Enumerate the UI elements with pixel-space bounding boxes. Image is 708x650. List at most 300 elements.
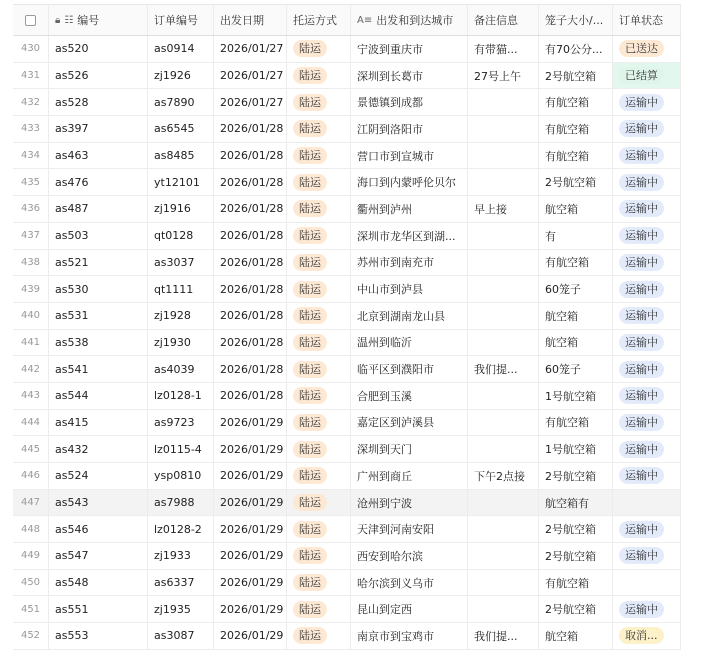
- table-row[interactable]: [13, 169, 681, 196]
- cell-method[interactable]: [287, 36, 351, 62]
- cell-order-no[interactable]: [148, 196, 214, 222]
- row-index[interactable]: [13, 570, 49, 596]
- cell-order-no[interactable]: [148, 143, 214, 169]
- cell-method[interactable]: [287, 116, 351, 142]
- cell-cage[interactable]: [539, 63, 613, 89]
- cell-date-text: 2026/01/28: [220, 309, 284, 323]
- cell-cage[interactable]: [539, 169, 613, 195]
- cell-date[interactable]: [214, 169, 287, 195]
- table-row[interactable]: [13, 276, 681, 303]
- table-row[interactable]: [13, 543, 681, 570]
- cell-date-text: 2026/01/28: [220, 175, 284, 189]
- cell-date[interactable]: [214, 383, 287, 409]
- cell-route[interactable]: [351, 116, 468, 142]
- row-index[interactable]: [13, 63, 49, 89]
- cell-note[interactable]: [468, 276, 539, 302]
- cell-route[interactable]: [351, 410, 468, 436]
- cell-status[interactable]: [613, 516, 681, 542]
- cell-route[interactable]: [351, 436, 468, 462]
- cell-id[interactable]: [49, 543, 148, 569]
- table-row[interactable]: [13, 143, 681, 170]
- table-row[interactable]: [13, 383, 681, 410]
- table-row[interactable]: [13, 303, 681, 330]
- cell-note[interactable]: [468, 303, 539, 329]
- cell-note[interactable]: [468, 116, 539, 142]
- cell-route[interactable]: [351, 516, 468, 542]
- cell-method[interactable]: [287, 356, 351, 382]
- row-index[interactable]: [13, 490, 49, 516]
- cell-method[interactable]: [287, 410, 351, 436]
- cell-cage[interactable]: [539, 516, 613, 542]
- table-header: [13, 4, 681, 36]
- cell-id[interactable]: [49, 330, 148, 356]
- cell-note[interactable]: [468, 383, 539, 409]
- cell-method[interactable]: [287, 463, 351, 489]
- cell-date[interactable]: [214, 543, 287, 569]
- table-row[interactable]: [13, 330, 681, 357]
- cell-date-text: 2026/01/28: [220, 255, 284, 269]
- cell-cage[interactable]: [539, 276, 613, 302]
- cell-route[interactable]: [351, 250, 468, 276]
- cell-order-no[interactable]: [148, 116, 214, 142]
- cell-note[interactable]: [468, 356, 539, 382]
- cell-order-no[interactable]: [148, 543, 214, 569]
- method-tag: 陆运: [293, 494, 327, 511]
- cell-route[interactable]: [351, 196, 468, 222]
- cell-cage-text: 2号航空箱: [545, 69, 596, 83]
- row-index-text: 435: [20, 176, 41, 188]
- cell-date[interactable]: [214, 596, 287, 622]
- cell-order-no[interactable]: [148, 436, 214, 462]
- cell-status[interactable]: [613, 543, 681, 569]
- cell-method[interactable]: [287, 436, 351, 462]
- cell-id-text: as432: [55, 442, 89, 456]
- cell-note[interactable]: [468, 89, 539, 115]
- cell-order-no[interactable]: [148, 169, 214, 195]
- cell-route[interactable]: [351, 276, 468, 302]
- cell-date[interactable]: [214, 490, 287, 516]
- cell-id-text: as528: [55, 95, 89, 109]
- cell-date[interactable]: [214, 143, 287, 169]
- cell-order-no[interactable]: [148, 89, 214, 115]
- cell-method[interactable]: [287, 516, 351, 542]
- cell-cage[interactable]: [539, 89, 613, 115]
- cell-cage-text: 航空箱: [545, 202, 578, 216]
- cell-order-no[interactable]: [148, 623, 214, 649]
- cell-id[interactable]: [49, 223, 148, 249]
- table-row[interactable]: [13, 516, 681, 543]
- lock-icon: 🔒︎: [55, 14, 61, 26]
- cell-note[interactable]: [468, 410, 539, 436]
- row-index[interactable]: [13, 543, 49, 569]
- row-index[interactable]: [13, 276, 49, 302]
- cell-id[interactable]: [49, 89, 148, 115]
- row-index[interactable]: [13, 463, 49, 489]
- cell-status[interactable]: [613, 89, 681, 115]
- row-index[interactable]: [13, 36, 49, 62]
- table-row[interactable]: [13, 250, 681, 277]
- cell-status[interactable]: [613, 623, 681, 649]
- header-route-label: 出发和到达城市: [376, 14, 454, 27]
- cell-method[interactable]: [287, 250, 351, 276]
- cell-method[interactable]: [287, 383, 351, 409]
- cell-date[interactable]: [214, 36, 287, 62]
- cell-cage-text: 60笼子: [545, 363, 581, 377]
- cell-id[interactable]: [49, 303, 148, 329]
- cell-order-no[interactable]: [148, 463, 214, 489]
- cell-date-text: 2026/01/29: [220, 602, 284, 616]
- cell-cage-text: 航空箱有: [545, 496, 589, 510]
- cell-id[interactable]: [49, 436, 148, 462]
- table-row[interactable]: [13, 116, 681, 143]
- cell-route[interactable]: [351, 596, 468, 622]
- cell-date[interactable]: [214, 623, 287, 649]
- cell-note[interactable]: [468, 36, 539, 62]
- table-row[interactable]: [13, 196, 681, 223]
- cell-route[interactable]: [351, 383, 468, 409]
- cell-id[interactable]: [49, 570, 148, 596]
- cell-note[interactable]: [468, 143, 539, 169]
- text-type-icon: A≡: [357, 14, 373, 26]
- cell-route[interactable]: [351, 543, 468, 569]
- cell-route-text: 景德镇到成都: [357, 96, 423, 110]
- cell-order-no[interactable]: [148, 303, 214, 329]
- row-index[interactable]: [13, 516, 49, 542]
- cell-order-no[interactable]: [148, 276, 214, 302]
- row-index[interactable]: [13, 223, 49, 249]
- cell-status[interactable]: [613, 276, 681, 302]
- cell-method[interactable]: [287, 276, 351, 302]
- header-cage[interactable]: [539, 5, 613, 35]
- row-index[interactable]: [13, 303, 49, 329]
- cell-status[interactable]: [613, 490, 681, 516]
- method-tag: 陆运: [293, 120, 327, 137]
- cell-id[interactable]: [49, 463, 148, 489]
- cell-status[interactable]: [613, 250, 681, 276]
- cell-route-text: 海口到内蒙呼伦贝尔: [357, 176, 456, 190]
- cell-status[interactable]: [613, 330, 681, 356]
- cell-cage-text: 2号航空箱: [545, 523, 596, 537]
- cell-cage[interactable]: [539, 116, 613, 142]
- cell-cage-text: 有70公分...: [545, 42, 603, 56]
- cell-id-text: as526: [55, 69, 89, 83]
- cell-date[interactable]: [214, 63, 287, 89]
- method-tag: 陆运: [293, 40, 327, 57]
- header-date[interactable]: [214, 5, 287, 35]
- cell-id[interactable]: [49, 36, 148, 62]
- cell-cage[interactable]: [539, 410, 613, 436]
- cell-cage[interactable]: [539, 463, 613, 489]
- cell-id[interactable]: [49, 250, 148, 276]
- header-note[interactable]: [468, 5, 539, 35]
- cell-id[interactable]: [49, 623, 148, 649]
- cell-status[interactable]: [613, 383, 681, 409]
- cell-status[interactable]: [613, 169, 681, 195]
- cell-cage-text: 1号航空箱: [545, 443, 596, 457]
- cell-note[interactable]: [468, 570, 539, 596]
- row-index[interactable]: [13, 89, 49, 115]
- row-index[interactable]: [13, 356, 49, 382]
- table-row[interactable]: [13, 63, 681, 90]
- table-row[interactable]: [13, 490, 681, 517]
- status-badge: 已送达: [619, 40, 664, 57]
- cell-cage[interactable]: [539, 383, 613, 409]
- table-row[interactable]: [13, 623, 681, 650]
- method-tag: 陆运: [293, 94, 327, 111]
- row-index-text: 436: [20, 203, 41, 215]
- method-tag: 陆运: [293, 174, 327, 191]
- cell-order-no[interactable]: [148, 223, 214, 249]
- row-index-text: 434: [20, 150, 41, 162]
- cell-date[interactable]: [214, 116, 287, 142]
- cell-route[interactable]: [351, 143, 468, 169]
- row-index-text: 431: [20, 70, 41, 82]
- row-index-text: 441: [20, 336, 41, 348]
- cell-order-no[interactable]: [148, 63, 214, 89]
- cell-id-text: as521: [55, 255, 89, 269]
- cell-date[interactable]: [214, 89, 287, 115]
- row-index-text: 448: [20, 523, 41, 535]
- cell-note[interactable]: [468, 196, 539, 222]
- row-index[interactable]: [13, 196, 49, 222]
- row-index-text: 442: [20, 363, 41, 375]
- cell-id-text: as546: [55, 522, 89, 536]
- cell-order-no[interactable]: [148, 36, 214, 62]
- header-status[interactable]: [613, 5, 681, 35]
- cell-cage[interactable]: [539, 570, 613, 596]
- row-index[interactable]: [13, 143, 49, 169]
- table-row[interactable]: [13, 36, 681, 63]
- cell-id[interactable]: [49, 410, 148, 436]
- cell-route-text: 衢州到泸州: [357, 202, 412, 216]
- cell-id[interactable]: [49, 516, 148, 542]
- cell-cage-text: 有航空箱: [545, 416, 589, 430]
- cell-date[interactable]: [214, 196, 287, 222]
- cell-note[interactable]: [468, 223, 539, 249]
- cell-id-text: as463: [55, 149, 89, 163]
- cell-note[interactable]: [468, 596, 539, 622]
- cell-order-no[interactable]: [148, 570, 214, 596]
- table-row[interactable]: [13, 570, 681, 597]
- cell-order-no-text: ysp0810: [154, 469, 202, 483]
- cell-order-no[interactable]: [148, 330, 214, 356]
- cell-date[interactable]: [214, 410, 287, 436]
- cell-status[interactable]: [613, 36, 681, 62]
- cell-cage[interactable]: [539, 250, 613, 276]
- cell-route[interactable]: [351, 169, 468, 195]
- cell-method[interactable]: [287, 303, 351, 329]
- cell-route[interactable]: [351, 623, 468, 649]
- cell-order-no[interactable]: [148, 383, 214, 409]
- cell-cage[interactable]: [539, 623, 613, 649]
- cell-date[interactable]: [214, 570, 287, 596]
- cell-cage[interactable]: [539, 356, 613, 382]
- cell-status[interactable]: [613, 596, 681, 622]
- header-route[interactable]: [351, 5, 468, 35]
- cell-order-no-text: as4039: [154, 362, 195, 376]
- cell-cage-text: 2号航空箱: [545, 603, 596, 617]
- table-row[interactable]: [13, 436, 681, 463]
- cell-cage[interactable]: [539, 436, 613, 462]
- header-method-label: 托运方式: [293, 14, 337, 27]
- cell-method[interactable]: [287, 143, 351, 169]
- cell-id[interactable]: [49, 169, 148, 195]
- row-index[interactable]: [13, 623, 49, 649]
- table-row[interactable]: [13, 410, 681, 437]
- method-tag: 陆运: [293, 281, 327, 298]
- cell-method[interactable]: [287, 623, 351, 649]
- cell-order-no-text: yt12101: [154, 175, 200, 189]
- cell-status[interactable]: [613, 463, 681, 489]
- cell-route[interactable]: [351, 303, 468, 329]
- cell-cage[interactable]: [539, 223, 613, 249]
- cell-id[interactable]: [49, 116, 148, 142]
- cell-note[interactable]: [468, 516, 539, 542]
- cell-status[interactable]: [613, 143, 681, 169]
- cell-status[interactable]: [613, 63, 681, 89]
- cell-route-text: 温州到临沂: [357, 336, 412, 350]
- table-row[interactable]: [13, 463, 681, 490]
- cell-cage[interactable]: [539, 143, 613, 169]
- cell-date-text: 2026/01/28: [220, 282, 284, 296]
- cell-id[interactable]: [49, 490, 148, 516]
- cell-order-no[interactable]: [148, 596, 214, 622]
- table-row[interactable]: [13, 89, 681, 116]
- cell-method[interactable]: [287, 570, 351, 596]
- cell-date[interactable]: [214, 223, 287, 249]
- cell-note[interactable]: [468, 250, 539, 276]
- cell-method[interactable]: [287, 63, 351, 89]
- table-row[interactable]: [13, 223, 681, 250]
- cell-cage[interactable]: [539, 490, 613, 516]
- cell-id[interactable]: [49, 276, 148, 302]
- header-id[interactable]: [49, 5, 148, 35]
- cell-route[interactable]: [351, 570, 468, 596]
- cell-date-text: 2026/01/28: [220, 202, 284, 216]
- cell-id-text: as547: [55, 549, 89, 563]
- cell-date[interactable]: [214, 276, 287, 302]
- cell-status[interactable]: [613, 436, 681, 462]
- cell-method[interactable]: [287, 543, 351, 569]
- cell-note[interactable]: [468, 330, 539, 356]
- select-all-checkbox[interactable]: [25, 15, 36, 26]
- row-index[interactable]: [13, 596, 49, 622]
- cell-order-no[interactable]: [148, 250, 214, 276]
- row-index[interactable]: [13, 436, 49, 462]
- cell-note[interactable]: [468, 436, 539, 462]
- header-order-no[interactable]: [148, 5, 214, 35]
- cell-cage-text: 有: [545, 229, 556, 243]
- cell-method[interactable]: [287, 169, 351, 195]
- select-all-cell[interactable]: [13, 5, 49, 35]
- table-row[interactable]: [13, 596, 681, 623]
- row-index-text: 432: [20, 96, 41, 108]
- row-index[interactable]: [13, 250, 49, 276]
- cell-route[interactable]: [351, 330, 468, 356]
- cell-status[interactable]: [613, 356, 681, 382]
- cell-cage[interactable]: [539, 543, 613, 569]
- cell-note[interactable]: [468, 63, 539, 89]
- cell-cage[interactable]: [539, 36, 613, 62]
- cell-cage[interactable]: [539, 330, 613, 356]
- cell-id[interactable]: [49, 143, 148, 169]
- cell-status[interactable]: [613, 303, 681, 329]
- cell-id[interactable]: [49, 383, 148, 409]
- cell-route[interactable]: [351, 36, 468, 62]
- cell-note-text: 我们提...: [474, 629, 518, 643]
- cell-date[interactable]: [214, 356, 287, 382]
- cell-order-no[interactable]: [148, 490, 214, 516]
- cell-order-no[interactable]: [148, 516, 214, 542]
- cell-note[interactable]: [468, 543, 539, 569]
- cell-note[interactable]: [468, 463, 539, 489]
- cell-status[interactable]: [613, 410, 681, 436]
- cell-method[interactable]: [287, 330, 351, 356]
- cell-order-no-text: as3087: [154, 629, 195, 643]
- cell-method[interactable]: [287, 596, 351, 622]
- cell-method[interactable]: [287, 196, 351, 222]
- cell-date[interactable]: [214, 303, 287, 329]
- row-index[interactable]: [13, 330, 49, 356]
- cell-cage[interactable]: [539, 303, 613, 329]
- cell-route[interactable]: [351, 356, 468, 382]
- cell-route[interactable]: [351, 490, 468, 516]
- cell-note[interactable]: [468, 169, 539, 195]
- cell-cage[interactable]: [539, 596, 613, 622]
- cell-route[interactable]: [351, 89, 468, 115]
- cell-status[interactable]: [613, 196, 681, 222]
- cell-id[interactable]: [49, 196, 148, 222]
- row-index-text: 450: [20, 577, 41, 589]
- cell-method[interactable]: [287, 223, 351, 249]
- cell-id-text: as503: [55, 229, 89, 243]
- cell-cage-text: 有航空箱: [545, 96, 589, 110]
- row-index[interactable]: [13, 410, 49, 436]
- cell-status[interactable]: [613, 223, 681, 249]
- header-method[interactable]: [287, 5, 351, 35]
- cell-date[interactable]: [214, 436, 287, 462]
- row-index[interactable]: [13, 169, 49, 195]
- cell-status[interactable]: [613, 570, 681, 596]
- cell-order-no[interactable]: [148, 356, 214, 382]
- method-tag: 陆运: [293, 441, 327, 458]
- cell-order-no-text: zj1930: [154, 335, 191, 349]
- cell-order-no[interactable]: [148, 410, 214, 436]
- cell-route[interactable]: [351, 463, 468, 489]
- cell-cage[interactable]: [539, 196, 613, 222]
- cell-note-text: 早上接: [474, 202, 507, 216]
- row-index[interactable]: [13, 383, 49, 409]
- cell-route[interactable]: [351, 223, 468, 249]
- cell-date[interactable]: [214, 463, 287, 489]
- cell-method[interactable]: [287, 490, 351, 516]
- cell-id[interactable]: [49, 596, 148, 622]
- cell-id[interactable]: [49, 356, 148, 382]
- cell-note[interactable]: [468, 490, 539, 516]
- cell-note[interactable]: [468, 623, 539, 649]
- cell-date[interactable]: [214, 330, 287, 356]
- row-index[interactable]: [13, 116, 49, 142]
- cell-route[interactable]: [351, 63, 468, 89]
- cell-note-text: 有带猫...: [474, 42, 518, 56]
- table-row[interactable]: [13, 356, 681, 383]
- cell-method[interactable]: [287, 89, 351, 115]
- cell-date[interactable]: [214, 516, 287, 542]
- cell-id[interactable]: [49, 63, 148, 89]
- cell-date[interactable]: [214, 250, 287, 276]
- cell-status[interactable]: [613, 116, 681, 142]
- status-badge: 运输中: [619, 281, 664, 298]
